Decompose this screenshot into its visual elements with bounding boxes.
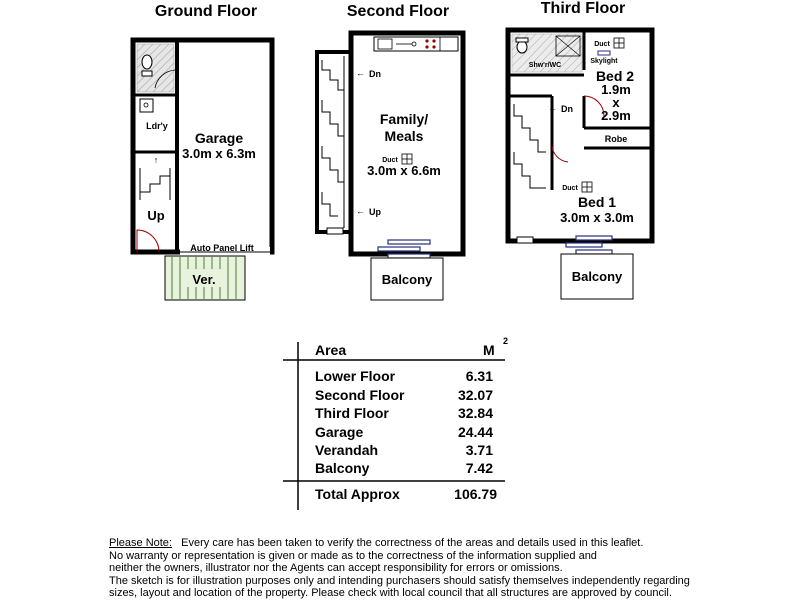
bed2-dim-separator: x (612, 95, 620, 110)
skylight-label: Skylight (590, 58, 618, 65)
area-row-value: 7.42 (465, 460, 493, 476)
area-row-label: Balcony (315, 460, 370, 476)
ground-floor-plan (133, 3, 272, 300)
second-duct-label: Duct (382, 157, 398, 164)
area-row-label: Third Floor (315, 405, 389, 421)
note-line-1 (109, 537, 799, 550)
second-stairs-up-arrow-icon: ← (356, 206, 365, 216)
ground-floor-title: Ground Floor (154, 3, 258, 20)
third-floor-title: Third Floor (540, 0, 626, 17)
area-row-value: 24.44 (457, 424, 493, 440)
second-floor-title: Second Floor (346, 3, 450, 20)
garage-door-label: Auto Panel Lift (190, 243, 254, 253)
area-header-unit-superscript: 2 (503, 336, 509, 346)
third-stairs-down-arrow-icon: ← (548, 103, 557, 113)
second-floor-plan (317, 3, 463, 300)
bed2-width: 1.9m (601, 82, 631, 97)
family-meals-dimensions: 3.0m x 6.6m (367, 163, 441, 178)
verandah-label: Ver. (192, 272, 216, 287)
area-row (315, 460, 493, 476)
area-row (315, 424, 493, 440)
third-stairs-down-label: Dn (561, 104, 573, 114)
bed1-dimensions: 3.0m x 3.0m (560, 210, 634, 225)
bathroom-label: Shw'r/WC (528, 62, 562, 69)
bed1-label: Bed 1 (577, 194, 617, 210)
third-toilet-icon (517, 41, 527, 53)
third-balcony-label: Balcony (571, 269, 623, 284)
area-total-label: Total Approx (315, 486, 400, 502)
area-row-label: Garage (315, 424, 364, 440)
area-table (283, 336, 508, 510)
toilet-cistern-icon (142, 71, 152, 76)
family-meals-label-line2: Meals (384, 128, 424, 144)
area-header-label: Area (315, 342, 347, 358)
area-row (315, 387, 493, 403)
stairs-arrow-icon: ↑ (153, 155, 159, 165)
bed2-duct-label: Duct (594, 41, 610, 48)
area-row (315, 442, 493, 458)
entry-door-swing (137, 230, 159, 252)
second-stair-window (327, 228, 343, 234)
note-line-5: sizes, layout and location of the property. Please check with local council that all structures are approved by council. (109, 587, 672, 600)
note-line-2: No warranty or representation is given or made as to the correctness of the information supplied and (109, 549, 597, 562)
area-header-unit: M (483, 342, 495, 358)
bed2-height: 2.9m (601, 108, 631, 123)
note-line-4: The sketch is for illustration purposes only and intending purchasers should satisfy themselves independently regarding (109, 574, 690, 587)
bed1-duct-icon (582, 182, 592, 192)
bed1-duct-label: Duct (562, 185, 578, 192)
second-stairs-down-label: Dn (369, 69, 381, 79)
laundry-label: Ldr'y (146, 121, 168, 131)
second-stairs (322, 56, 344, 228)
robe-label: Robe (604, 134, 628, 144)
bed2-label: Bed 2 (595, 68, 635, 84)
disclaimer-note (109, 537, 799, 600)
second-stairs-up-label: Up (369, 207, 381, 217)
ground-stairs-label: Up (147, 208, 165, 223)
area-row (315, 405, 493, 421)
area-row-value: 6.31 (465, 368, 493, 384)
third-toilet-cistern-icon (516, 38, 528, 42)
third-stairs (514, 104, 546, 188)
third-floor-plan (508, 0, 652, 299)
area-row-label: Lower Floor (315, 368, 396, 384)
toilet-icon (142, 55, 152, 69)
third-stair-window (517, 237, 533, 243)
second-stair-wing-walls (317, 52, 351, 232)
second-stairs-down-arrow-icon: ← (356, 68, 365, 78)
area-row-value: 32.84 (457, 405, 493, 421)
laundry-tub-icon (140, 99, 153, 112)
area-row (315, 368, 493, 384)
note-line-3: neither the owners, illustrator nor the Agents can accept responsibility for errors or omissions. (109, 562, 563, 575)
family-meals-label-line1: Family/ (379, 111, 429, 127)
area-total-value: 106.79 (454, 486, 497, 502)
area-row-value: 3.71 (465, 442, 493, 458)
area-row-label: Second Floor (315, 387, 405, 403)
garage-dimensions: 3.0m x 6.3m (182, 146, 256, 161)
note-label: Please Note: (109, 537, 172, 549)
second-balcony-label: Balcony (381, 272, 433, 287)
skylight-icon (598, 51, 610, 55)
bed1-door-swing (552, 146, 568, 162)
garage-label: Garage (194, 130, 244, 146)
kitchen-bench (374, 37, 458, 51)
area-row-value: 32.07 (457, 387, 493, 403)
bed2-duct-icon (614, 38, 624, 48)
ground-stairs (140, 168, 170, 200)
note-text-1: Every care has been taken to verify the correctness of the areas and details used in this leaflet. (181, 537, 644, 549)
area-row-label: Verandah (315, 442, 379, 458)
